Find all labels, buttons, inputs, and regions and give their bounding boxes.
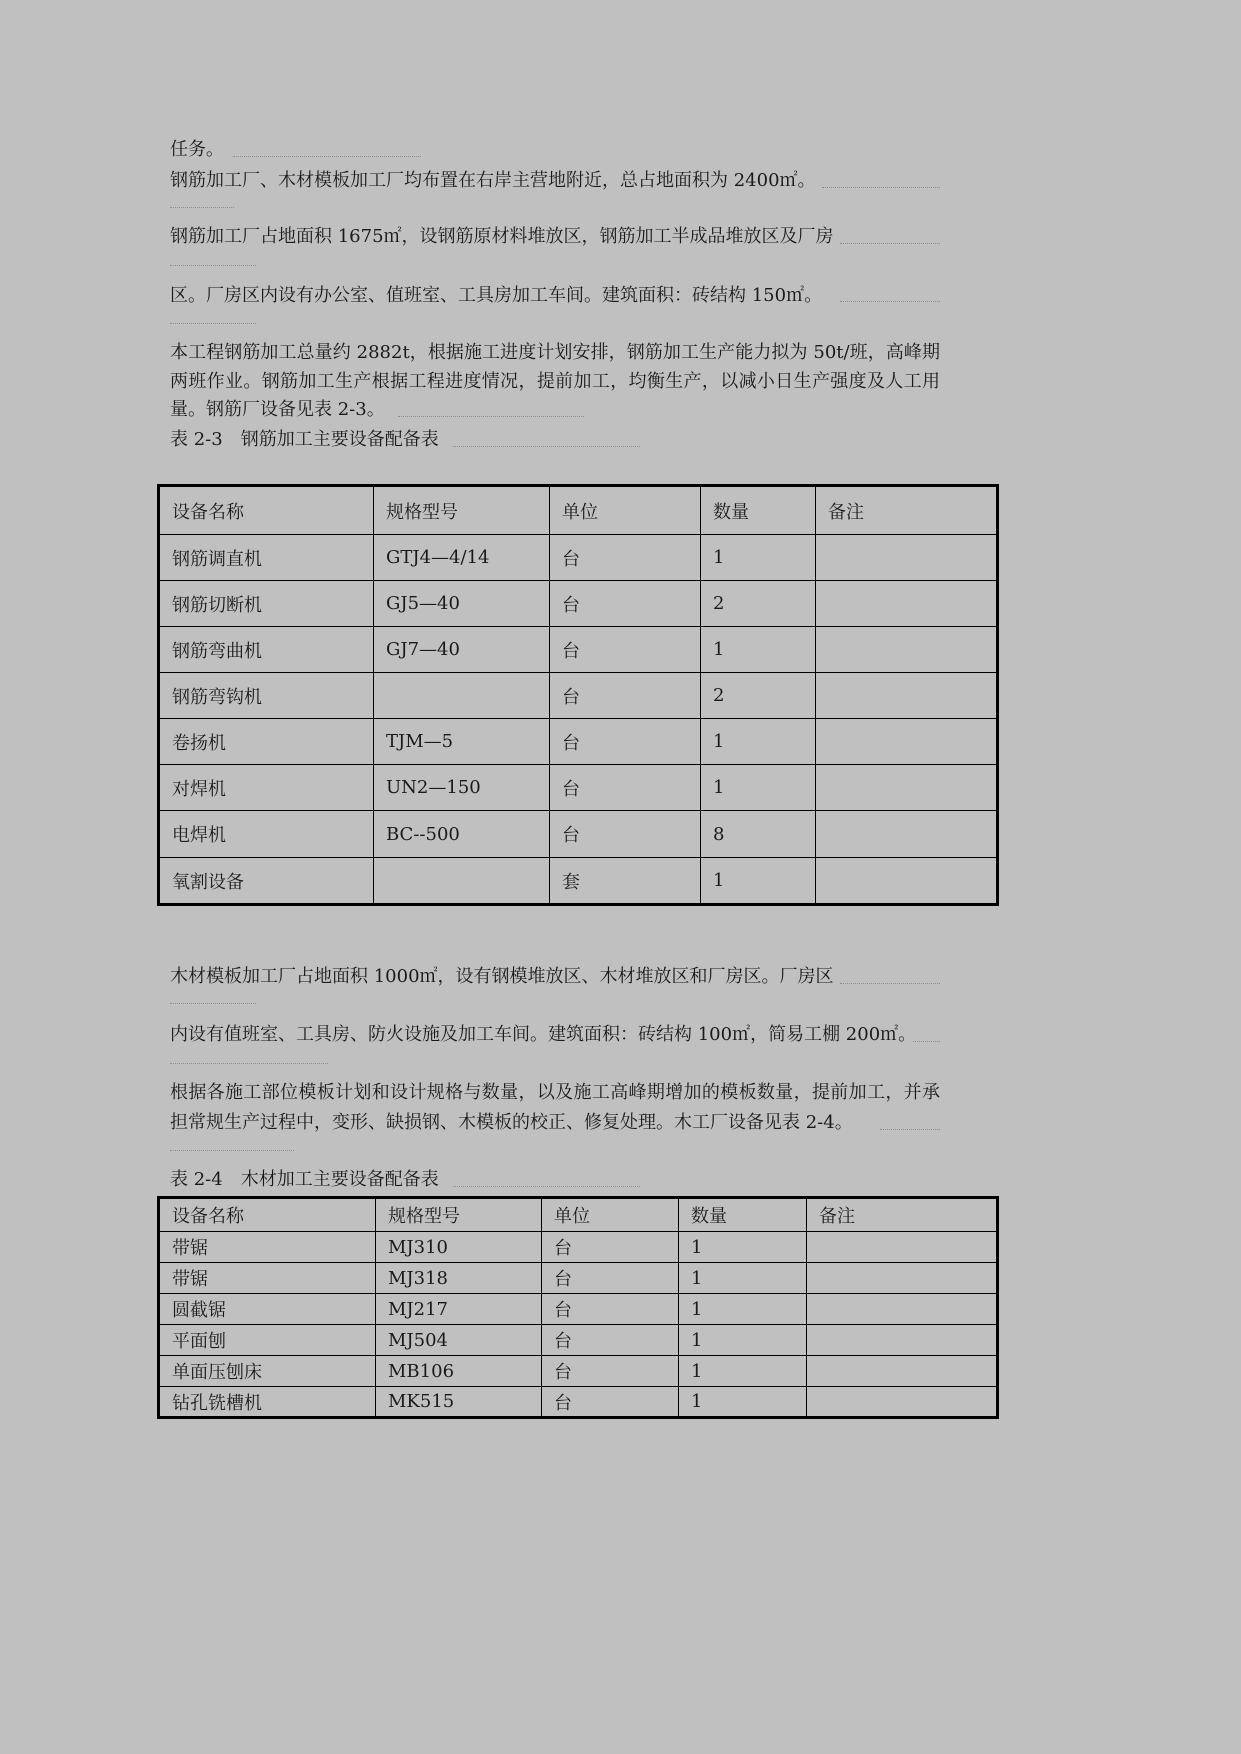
fill-line <box>398 416 584 417</box>
steel-area-line: 区。厂房区内设有办公室、值班室、工具房加工车间。建筑面积：砖结构 150㎡。 <box>170 285 823 306</box>
model-cell: MJ217 <box>376 1294 542 1325</box>
remarks-cell <box>816 765 998 811</box>
remarks-cell <box>807 1232 998 1263</box>
quantity-cell: 1 <box>701 719 816 765</box>
quantity-cell: 1 <box>679 1263 807 1294</box>
fill-line <box>453 1186 640 1187</box>
table-header-row <box>159 486 998 535</box>
model-cell: GJ5—40 <box>374 581 550 627</box>
remarks-cell <box>816 581 998 627</box>
column-header: 数量 <box>701 486 816 535</box>
fill-line <box>170 1063 328 1064</box>
table-row <box>159 1294 998 1325</box>
quantity-cell: 1 <box>701 535 816 581</box>
steel-process-line: 两班作业。钢筋加工生产根据工程进度情况，提前加工，均衡生产，以减小日生产强度及人工用 <box>170 371 940 392</box>
unit-cell: 台 <box>542 1387 679 1418</box>
steel-process-line: 本工程钢筋加工总量约 2882t，根据施工进度计划安排，钢筋加工生产能力拟为 50t/班，高峰期 <box>170 342 940 363</box>
equipment-name-cell: 钢筋调直机 <box>159 535 374 581</box>
remarks-cell <box>807 1325 998 1356</box>
model-cell: MK515 <box>376 1387 542 1418</box>
fill-line <box>840 983 940 984</box>
quantity-cell: 8 <box>701 811 816 858</box>
quantity-cell: 1 <box>679 1325 807 1356</box>
table-row <box>159 719 998 765</box>
wood-process-line: 担常规生产过程中，变形、缺损钢、木模板的校正、修复处理。木工厂设备见表 2-4。 <box>170 1112 853 1133</box>
fill-line <box>170 207 234 208</box>
unit-cell: 台 <box>550 765 701 811</box>
remarks-cell <box>816 627 998 673</box>
unit-cell: 台 <box>550 627 701 673</box>
table-row <box>159 811 998 858</box>
quantity-cell: 1 <box>701 627 816 673</box>
quantity-cell: 1 <box>679 1294 807 1325</box>
table-header-row <box>159 1198 998 1232</box>
fill-line <box>822 187 940 188</box>
table-row <box>159 673 998 719</box>
wood-equipment-table <box>157 1196 999 1419</box>
model-cell: GJ7—40 <box>374 627 550 673</box>
quantity-cell: 1 <box>679 1232 807 1263</box>
model-cell: MJ504 <box>376 1325 542 1356</box>
table-row <box>159 1356 998 1387</box>
unit-cell: 台 <box>542 1356 679 1387</box>
wood-process-line: 根据各施工部位模板计划和设计规格与数量，以及施工高峰期增加的模板数量，提前加工，并承 <box>170 1082 940 1103</box>
table-row <box>159 535 998 581</box>
model-cell <box>374 858 550 905</box>
remarks-cell <box>807 1387 998 1418</box>
column-header: 备注 <box>807 1198 998 1232</box>
column-header: 规格型号 <box>376 1198 542 1232</box>
fill-line <box>170 1150 294 1151</box>
equipment-name-cell: 氧割设备 <box>159 858 374 905</box>
unit-cell: 台 <box>542 1325 679 1356</box>
quantity-cell: 1 <box>679 1387 807 1418</box>
table-row <box>159 1263 998 1294</box>
remarks-cell <box>816 673 998 719</box>
equipment-name-cell: 电焊机 <box>159 811 374 858</box>
table-row <box>159 858 998 905</box>
model-cell: TJM—5 <box>374 719 550 765</box>
model-cell: MJ310 <box>376 1232 542 1263</box>
table-row <box>159 1325 998 1356</box>
fill-line <box>233 156 421 157</box>
equipment-name-cell: 带锯 <box>159 1263 376 1294</box>
remarks-cell <box>816 535 998 581</box>
column-header: 数量 <box>679 1198 807 1232</box>
model-cell: BC--500 <box>374 811 550 858</box>
unit-cell: 台 <box>550 719 701 765</box>
quantity-cell: 1 <box>701 765 816 811</box>
column-header: 单位 <box>550 486 701 535</box>
model-cell: GTJ4—4/14 <box>374 535 550 581</box>
fill-line <box>913 1041 940 1042</box>
equipment-name-cell: 钢筋弯钩机 <box>159 673 374 719</box>
equipment-name-cell: 圆截锯 <box>159 1294 376 1325</box>
unit-cell: 套 <box>550 858 701 905</box>
quantity-cell: 2 <box>701 581 816 627</box>
quantity-cell: 2 <box>701 673 816 719</box>
steel-equipment-table <box>157 484 999 906</box>
fill-line <box>453 446 640 447</box>
remarks-cell <box>816 719 998 765</box>
intro-line: 任务。 <box>170 139 224 160</box>
table-caption: 表 2-3 钢筋加工主要设备配备表 <box>170 429 439 450</box>
table-row <box>159 1387 998 1418</box>
wood-area-line: 木材模板加工厂占地面积 1000㎡，设有钢模堆放区、木材堆放区和厂房区。厂房区 <box>170 966 834 987</box>
equipment-name-cell: 钢筋切断机 <box>159 581 374 627</box>
remarks-cell <box>816 811 998 858</box>
fill-line <box>170 323 256 324</box>
table-row <box>159 1232 998 1263</box>
fill-line <box>170 1003 256 1004</box>
table-row <box>159 765 998 811</box>
equipment-name-cell: 钢筋弯曲机 <box>159 627 374 673</box>
equipment-name-cell: 钻孔铣槽机 <box>159 1387 376 1418</box>
unit-cell: 台 <box>550 535 701 581</box>
table-row <box>159 627 998 673</box>
fill-line <box>880 1129 940 1130</box>
unit-cell: 台 <box>550 811 701 858</box>
model-cell <box>374 673 550 719</box>
model-cell: UN2—150 <box>374 765 550 811</box>
remarks-cell <box>807 1294 998 1325</box>
column-header: 规格型号 <box>374 486 550 535</box>
column-header: 设备名称 <box>159 1198 376 1232</box>
equipment-name-cell: 平面刨 <box>159 1325 376 1356</box>
column-header: 备注 <box>816 486 998 535</box>
steel-process-line: 量。钢筋厂设备见表 2-3。 <box>170 399 385 420</box>
unit-cell: 台 <box>542 1294 679 1325</box>
wood-area-line: 内设有值班室、工具房、防火设施及加工车间。建筑面积：砖结构 100㎡，简易工棚 200㎡。 <box>170 1024 917 1045</box>
model-cell: MB106 <box>376 1356 542 1387</box>
unit-cell: 台 <box>550 581 701 627</box>
equipment-name-cell: 对焊机 <box>159 765 374 811</box>
remarks-cell <box>816 858 998 905</box>
unit-cell: 台 <box>542 1263 679 1294</box>
remarks-cell <box>807 1263 998 1294</box>
remarks-cell <box>807 1356 998 1387</box>
table-caption: 表 2-4 木材加工主要设备配备表 <box>170 1169 439 1190</box>
fill-line <box>840 301 940 302</box>
table-row <box>159 581 998 627</box>
column-header: 设备名称 <box>159 486 374 535</box>
model-cell: MJ318 <box>376 1263 542 1294</box>
column-header: 单位 <box>542 1198 679 1232</box>
quantity-cell: 1 <box>701 858 816 905</box>
unit-cell: 台 <box>550 673 701 719</box>
fill-line <box>170 265 256 266</box>
site-line: 钢筋加工厂、木材模板加工厂均布置在右岸主营地附近，总占地面积为 2400㎡。 <box>170 170 816 191</box>
quantity-cell: 1 <box>679 1356 807 1387</box>
unit-cell: 台 <box>542 1232 679 1263</box>
equipment-name-cell: 卷扬机 <box>159 719 374 765</box>
fill-line <box>840 243 940 244</box>
steel-area-line: 钢筋加工厂占地面积 1675㎡，设钢筋原材料堆放区，钢筋加工半成品堆放区及厂房 <box>170 226 834 247</box>
equipment-name-cell: 单面压刨床 <box>159 1356 376 1387</box>
equipment-name-cell: 带锯 <box>159 1232 376 1263</box>
